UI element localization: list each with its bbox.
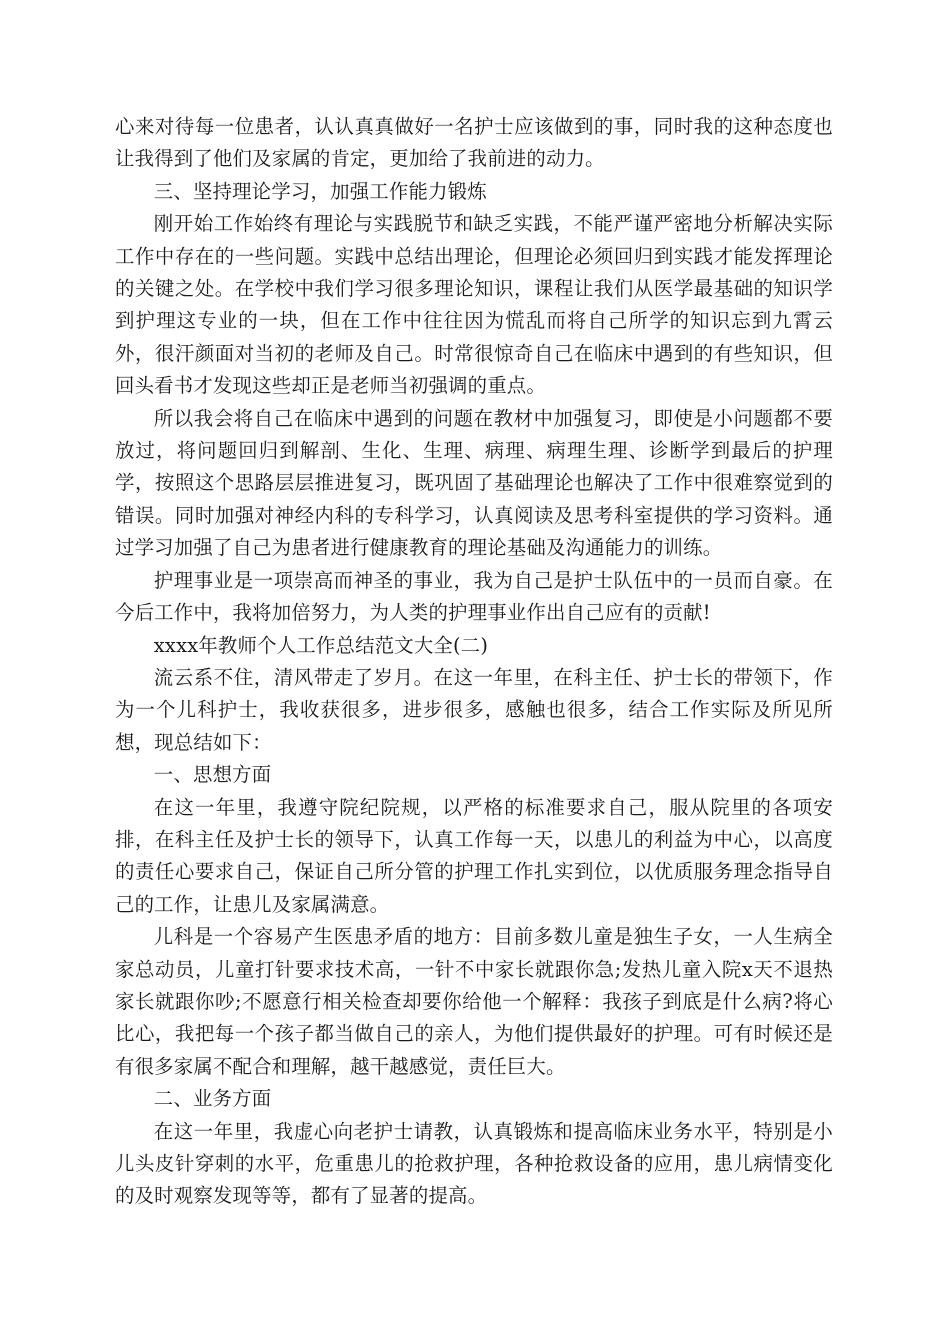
paragraph-theory-practice: 刚开始工作始终有理论与实践脱节和缺乏实践，不能严谨严密地分析解决实际工作中存在的一些问题。实践中总结出理论，但理论必须回归到实践才能发挥理论的关键之处。在学校中我们学习很多理论知识，课程让我们从医学最基础的知识学到护理这专业的一块，但在工作中往往因为慌乱而将自己所学的知识忘到九霄云外，很汗颜面对当初的老师及自己。时常很惊奇自己在临床中遇到的有些知识，但回头看书才发现这些却正是老师当初强调的重点。 (115, 212, 833, 398)
section-heading-theory-study: 三、坚持理论学习，加强工作能力锻炼 (153, 179, 487, 203)
paragraph-continuation: 心来对待每一位患者，认认真真做好一名护士应该做到的事，同时我的这种态度也让我得到了他们及家属的肯定，更加给了我前进的动力。 (115, 115, 833, 171)
paragraph-review: 所以我会将自己在临床中遇到的问题在教材中加强复习，即使是小问题都不要放过，将问题回归到解剖、生化、生理、病理、病理生理、诊断学到最后的护理学，按照这个思路层层推进复习，既巩固了基础理论也解决了工作中很难察觉到的错误。同时加强对神经内科的专科学习，认真阅读及思考科室提供的学习资料。通过学习加强了自己为患者进行健康教育的理论基础及沟通能力的训练。 (115, 406, 833, 560)
paragraph-pediatrics: 儿科是一个容易产生医患矛盾的地方：目前多数儿童是独生子女，一人生病全家总动员，儿童打针要求技术高，一针不中家长就跟你急;发热儿童入院x天不退热家长就跟你吵;不愿意行相关检查却要你给他一个解释：我孩子到底是什么病?将心比心，我把每一个孩子都当做自己的亲人，为他们提供最好的护理。可有时候还是有很多家属不配合和理解，越干越感觉，责任巨大。 (115, 925, 833, 1078)
section-heading-business: 二、业务方面 (153, 1087, 272, 1111)
paragraph-thought: 在这一年里，我遵守院纪院规，以严格的标准要求自己，服从院里的各项安排，在科主任及护士长的领导下，认真工作每一天，以患儿的利益为中心，以高度的责任心要求自己，保证自己所分管的护理工作扎实到位，以优质服务理念指导自己的工作，让患儿及家属满意。 (115, 795, 833, 916)
document-page (115, 111, 833, 1213)
paragraph-business: 在这一年里，我虚心向老护士请教，认真锻炼和提高临床业务水平，特别是小儿头皮针穿刺的水平，危重患儿的抢救护理，各种抢救设备的应用，患儿病情变化的及时观察发现等等，都有了显著的提高。 (115, 1119, 833, 1208)
paragraph-nursing-career: 护理事业是一项崇高而神圣的事业，我为自己是护士队伍中的一员而自豪。在今后工作中，我将加倍努力，为人类的护理事业作出自己应有的贡献! (115, 568, 833, 625)
article-title-part-two: xxxx年教师个人工作总结范文大全(二) (153, 633, 489, 657)
section-heading-thought: 一、思想方面 (153, 763, 272, 787)
paragraph-intro: 流云系不住，清风带走了岁月。在这一年里，在科主任、护士长的带领下，作为一个儿科护士，我收获很多，进步很多，感触也很多，结合工作实际及所见所想，现总结如下： (115, 665, 833, 754)
